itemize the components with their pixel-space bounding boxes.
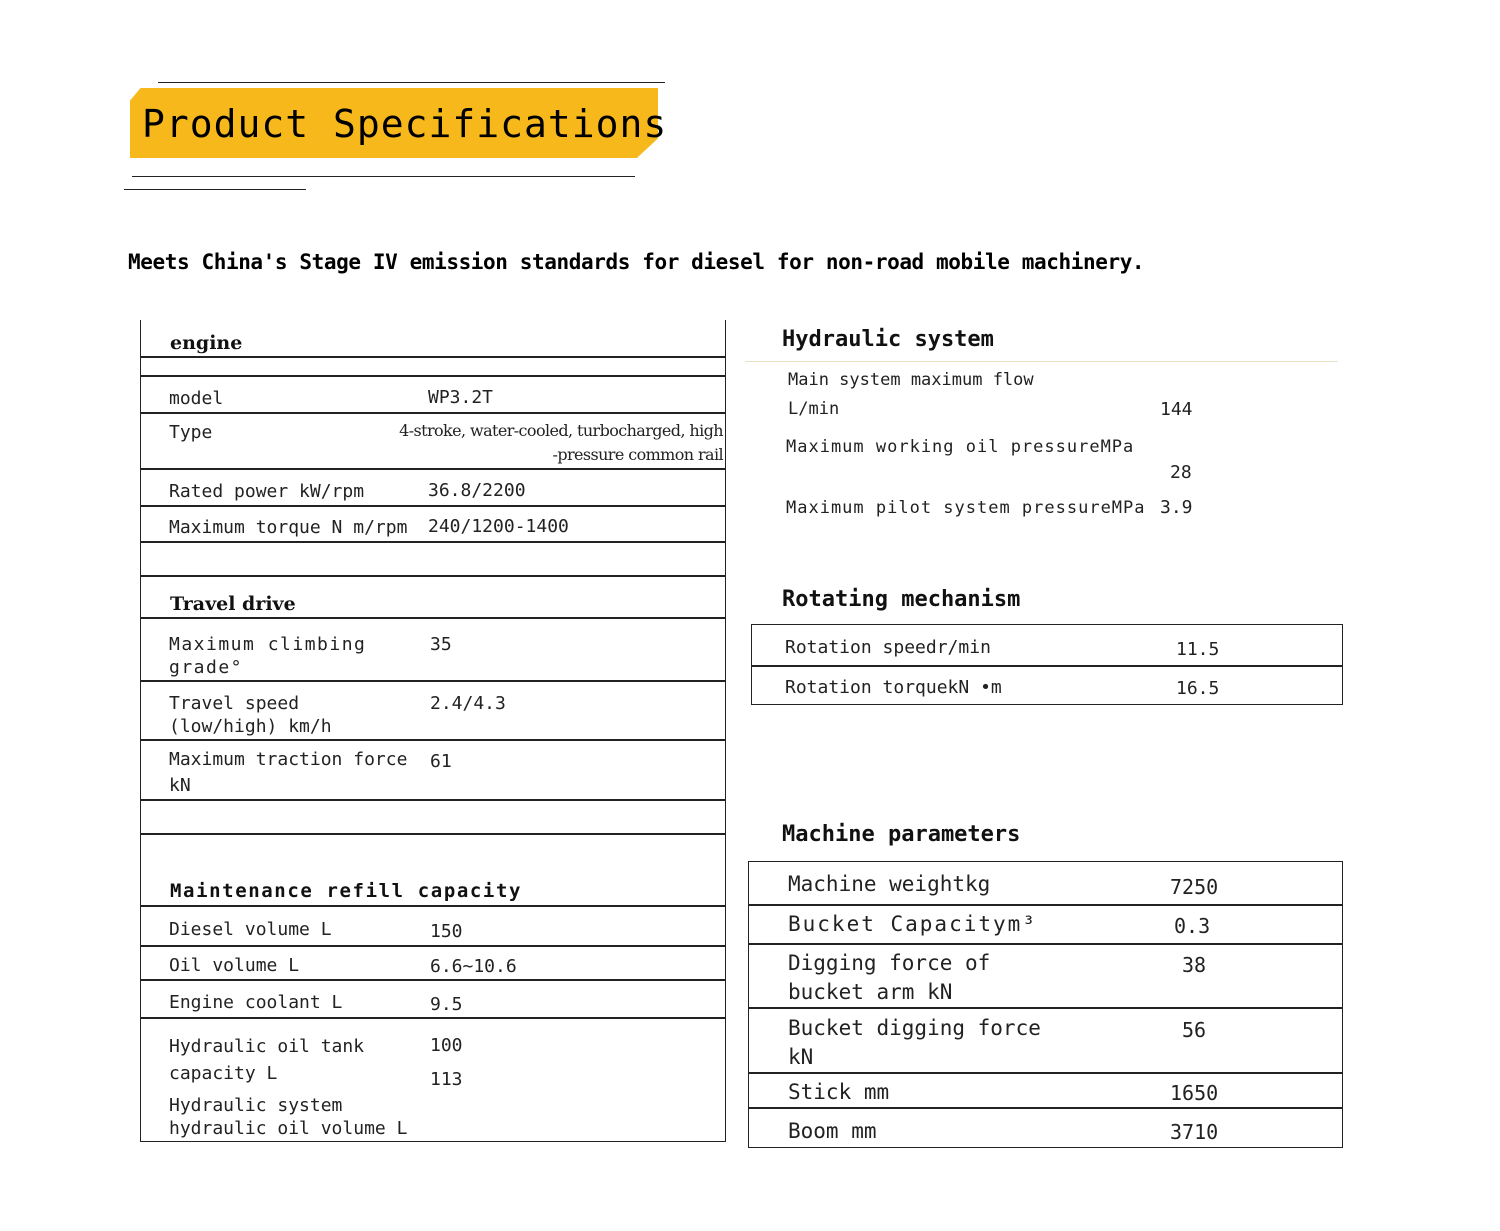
rule: [141, 468, 725, 470]
rule: [141, 356, 725, 358]
maint-diesel-label: Diesel volume L: [169, 919, 332, 940]
maintenance-heading: Maintenance refill capacity: [170, 880, 523, 902]
rule: [749, 1007, 1342, 1009]
hyd-flow-label-line2: L/min: [788, 399, 840, 419]
page-title: Product Specifications: [142, 102, 668, 146]
engine-heading: engine: [170, 332, 243, 354]
machine-table: [748, 861, 1343, 1148]
mach-bucket-force-label-line2: kN: [788, 1045, 814, 1069]
travel-speed-label-line2: (low/high) km/h: [169, 716, 332, 737]
maint-coolant-value: 9.5: [430, 994, 463, 1015]
rule: [141, 833, 725, 835]
maint-tank-label-line2: capacity L: [169, 1063, 278, 1084]
travel-traction-label-line2: kN: [169, 775, 191, 796]
maint-oil-value: 6.6~10.6: [430, 956, 517, 977]
mach-arm-force-label-line2: bucket arm kN: [788, 980, 953, 1004]
hyd-working-pressure-label: Maximum working oil pressureMPa: [786, 437, 1135, 457]
hyd-pilot-pressure-value: 3.9: [1160, 497, 1193, 518]
mach-boom-label: Boom mm: [788, 1119, 877, 1143]
engine-model-label: model: [169, 388, 224, 409]
maint-tank-value: 100: [430, 1035, 463, 1056]
hydraulic-heading: Hydraulic system: [782, 327, 994, 352]
maint-oil-label: Oil volume L: [169, 955, 300, 976]
mach-weight-value: 7250: [1170, 875, 1219, 899]
travel-traction-value: 61: [430, 751, 452, 772]
rot-speed-label: Rotation speedr/min: [785, 637, 991, 658]
travel-climb-label-line2: grade°: [169, 657, 244, 678]
mach-bucket-force-value: 56: [1182, 1018, 1207, 1042]
mach-bucket-capacity-value: 0.3: [1174, 914, 1211, 938]
engine-power-label: Rated power kW/rpm: [169, 481, 365, 502]
rule: [752, 665, 1342, 667]
rule: [141, 979, 725, 981]
title-top-rule: [158, 82, 665, 83]
title-bottom-rule: [132, 176, 635, 177]
mach-weight-label: Machine weightkg: [788, 872, 991, 896]
engine-torque-value: 240/1200-1400: [428, 516, 569, 537]
rule: [141, 617, 725, 619]
hyd-pilot-pressure-label: Maximum pilot system pressureMPa: [786, 498, 1146, 518]
hyd-flow-label-line1: Main system maximum flow: [788, 370, 1034, 390]
rule: [141, 541, 725, 543]
rule: [141, 799, 725, 801]
machine-heading: Machine parameters: [782, 822, 1021, 847]
rule: [141, 412, 725, 414]
rule: [141, 505, 725, 507]
travel-heading: Travel drive: [170, 593, 296, 615]
rule: [141, 905, 725, 907]
rule: [141, 375, 725, 377]
hyd-flow-value: 144: [1160, 399, 1193, 420]
travel-climb-value: 35: [430, 634, 452, 655]
rule: [141, 945, 725, 947]
engine-type-value-line2: -pressure common rail: [552, 445, 723, 464]
travel-traction-label-line1: Maximum traction force: [169, 749, 408, 770]
mach-arm-force-value: 38: [1182, 953, 1207, 977]
rule: [141, 1017, 725, 1019]
rule: [749, 904, 1342, 906]
travel-speed-value: 2.4/4.3: [430, 693, 506, 714]
rotating-heading: Rotating mechanism: [782, 587, 1021, 612]
maint-tank-label-line1: Hydraulic oil tank: [169, 1036, 365, 1057]
maint-system-label-line1: Hydraulic system: [169, 1095, 343, 1116]
maint-coolant-label: Engine coolant L: [169, 992, 343, 1013]
rule: [749, 943, 1342, 945]
hydraulic-rule: [745, 361, 1338, 362]
maint-diesel-value: 150: [430, 921, 463, 942]
engine-power-value: 36.8/2200: [428, 480, 526, 501]
rot-speed-value: 11.5: [1176, 639, 1220, 660]
engine-type-label: Type: [169, 422, 213, 443]
mach-boom-value: 3710: [1170, 1120, 1219, 1144]
mach-stick-label: Stick mm: [788, 1080, 890, 1104]
mach-stick-value: 1650: [1170, 1081, 1219, 1105]
rule: [749, 1107, 1342, 1109]
title-short-rule: [124, 189, 306, 190]
rule: [141, 739, 725, 741]
rot-torque-label: Rotation torquekN •m: [785, 677, 1002, 698]
engine-torque-label: Maximum torque N m/rpm: [169, 517, 408, 538]
rot-torque-value: 16.5: [1176, 678, 1220, 699]
intro-text: Meets China's Stage IV emission standards for diesel for non-road mobile machinery.: [128, 250, 1145, 274]
travel-climb-label-line1: Maximum climbing: [169, 634, 367, 655]
maint-system-value: 113: [430, 1069, 463, 1090]
mach-bucket-capacity-label: Bucket Capacitym³: [788, 912, 1037, 936]
hyd-working-pressure-value: 28: [1170, 462, 1192, 483]
mach-bucket-force-label-line1: Bucket digging force: [788, 1016, 1041, 1040]
rule: [141, 575, 725, 577]
engine-model-value: WP3.2T: [428, 387, 494, 408]
mach-arm-force-label-line1: Digging force of: [788, 951, 991, 975]
travel-speed-label-line1: Travel speed: [169, 693, 300, 714]
engine-type-value-line1: 4-stroke, water-cooled, turbocharged, high: [399, 421, 723, 440]
maint-system-label-line2: hydraulic oil volume L: [169, 1118, 408, 1139]
rule: [141, 680, 725, 682]
rule: [749, 1072, 1342, 1074]
